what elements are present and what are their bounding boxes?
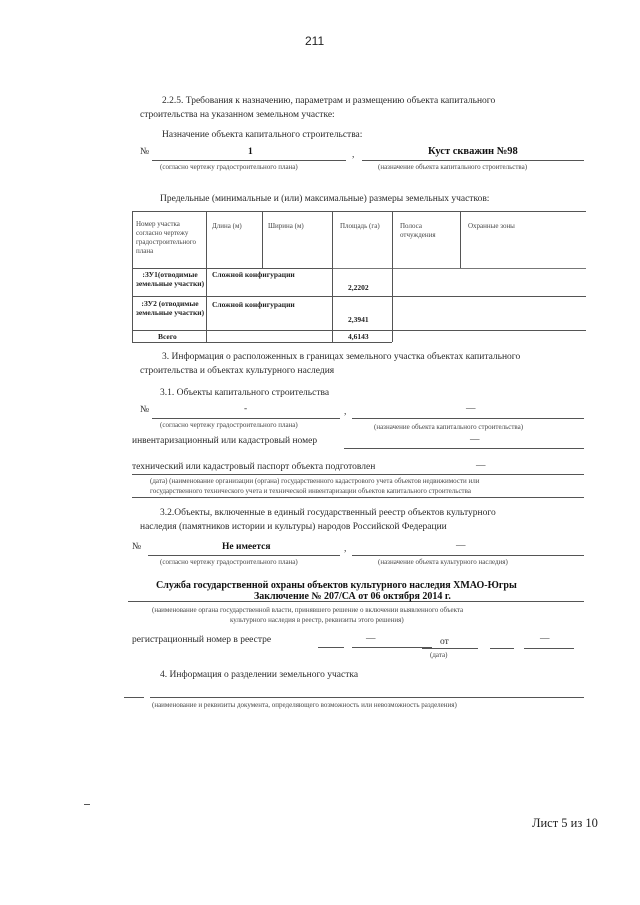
header-strip: Полоса отчуждения [400,222,436,239]
passport-value: — [476,461,486,471]
section-225-heading-1: 2.2.5. Требования к назначению, параметрам и размещению объекта капитального [162,96,496,106]
comma-31: , [344,407,347,417]
section-3-heading-2: строительства и объектах культурного наследия [140,366,335,376]
from-label: от [440,637,449,647]
total-area: 4,6143 [348,332,369,341]
purpose-label: Назначение объекта капитального строительства: [162,130,363,140]
inventory-value: — [470,435,480,445]
caption-purpose: (назначение объекта капитального строительства) [378,163,528,171]
comma: , [352,150,355,160]
registry-label: регистрационный номер в реестре [132,635,272,645]
dash-31-left: - [244,404,248,414]
caption-32-purpose: (назначение объекта культурного наследия) [378,558,508,566]
section-4-heading: 4. Информация о разделении земельного участка [160,670,359,680]
header-width: Ширина (м) [268,222,304,230]
section-4-caption: (наименование и реквизиты документа, определяющего возможность или невозможность разделения) [152,701,457,709]
header-protection: Охранные зоны [468,222,515,230]
total-label: Всего [158,332,177,341]
authority-caption-1: (наименование органа государственной власти, принявшего решение о включении выявленного объекта [152,606,464,614]
date-caption: (дата) [430,651,448,659]
caption-31-purpose: (назначение объекта капитального строительства) [374,423,524,431]
purpose-value: Куст скважин №98 [428,146,518,157]
authority-line-1: Служба государственной охраны объектов культурного наследия ХМАО-Югры [156,580,517,591]
section-225-heading-2: строительства на указанном земельном участке: [140,110,335,120]
passport-label: технический или кадастровый паспорт объекта подготовлен [132,462,376,472]
inventory-label: инвентаризационный или кадастровый номер [132,436,318,446]
no-symbol-32: № [132,542,142,552]
row2-shape: Сложной конфигурации [212,300,295,309]
caption-plan: (согласно чертежу градостроительного плана) [160,163,298,171]
passport-caption-2: государственного технического учета и технической инвентаризации объектов капитального строительства [150,487,471,495]
caption-31-plan: (согласно чертежу градостроительного плана) [160,421,298,429]
registry-value: — [366,634,376,644]
row2-area: 2,3941 [348,315,369,324]
date-value: — [540,634,550,644]
page-number: 211 [305,34,325,48]
plan-number: 1 [248,147,253,157]
authority-line-2: Заключение № 207/СА от 06 октября 2014 г. [254,591,451,602]
limits-heading: Предельные (минимальные и (или) максимальные) размеры земельных участков: [160,194,490,204]
header-plot-number: Номер участка согласно чертежу градостроительного плана [136,220,197,255]
sheet-number: Лист 5 из 10 [532,816,598,830]
dash-32: — [456,541,466,551]
row2-plot: :ЗУ2 (отводимые земельные участки) [135,299,205,317]
row1-area: 2,2202 [348,283,369,292]
caption-32-plan: (согласно чертежу градостроительного плана) [160,558,298,566]
row1-shape: Сложной конфигурации [212,270,295,279]
comma-32: , [344,544,347,554]
no-symbol: № [140,147,150,157]
no-symbol-31: № [140,405,150,415]
header-length: Длина (м) [212,222,242,230]
section-31-heading: 3.1. Объекты капитального строительства [160,388,330,398]
section-32-heading-1: 3.2.Объекты, включенные в единый государственный реестр объектов культурного [160,508,496,518]
passport-caption-1: (дата) (наименование организации (органа) государственного кадастрового учета объектов недвижимости или [150,477,480,485]
row1-plot: :ЗУ1(отводимые земельные участки) [135,270,205,288]
authority-caption-2: культурного наследия в реестр, реквизиты этого решения) [230,616,404,624]
header-area: Площадь (га) [340,222,380,230]
plan-value-32: Не имеется [222,542,271,552]
dash-31-right: — [466,404,476,414]
section-3-heading-1: 3. Информация о расположенных в границах земельного участка объектах капитального [162,352,521,362]
section-32-heading-2: наследия (памятников истории и культуры) народов Российской Федерации [140,522,447,532]
